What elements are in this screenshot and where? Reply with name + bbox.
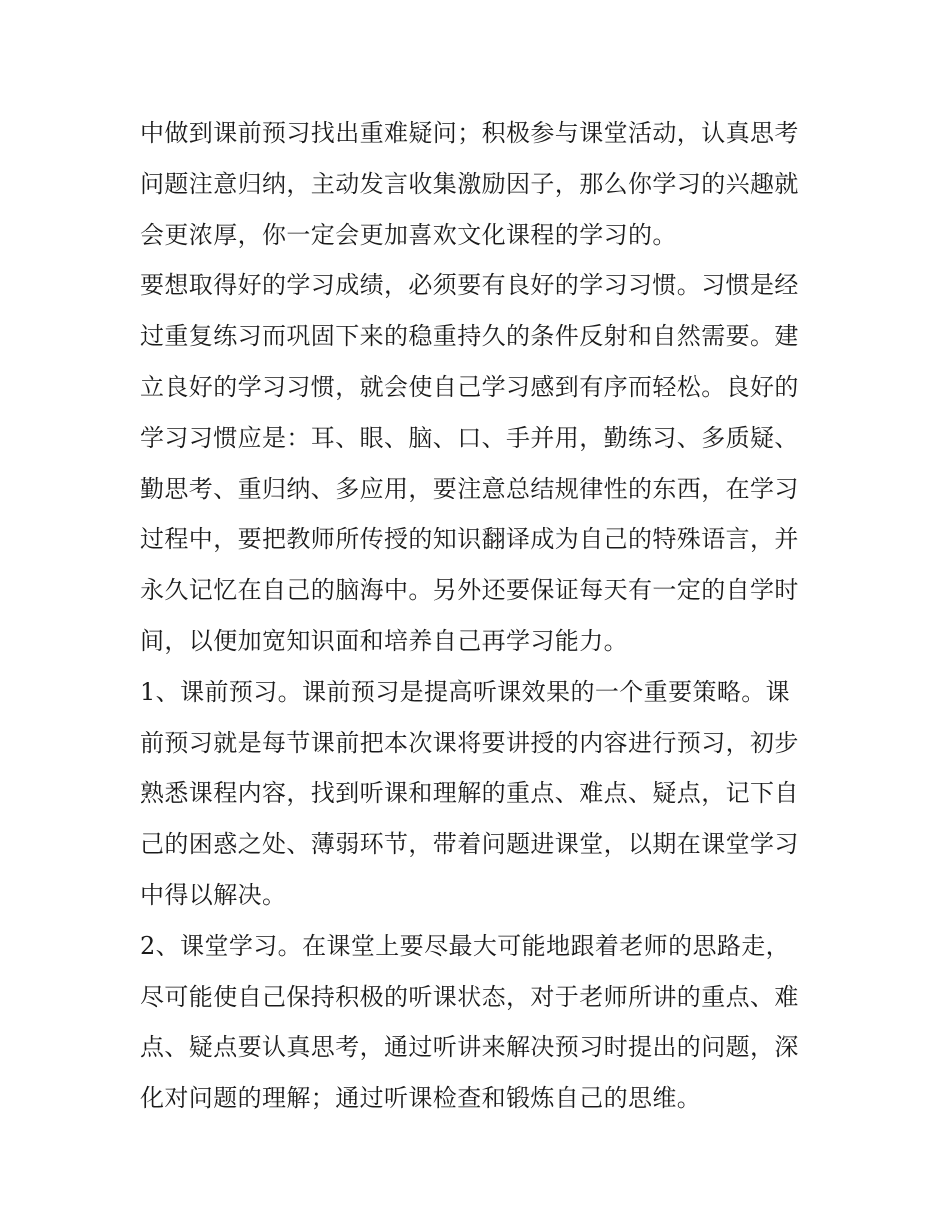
text-line: 要想取得好的学习成绩，必须要有良好的学习习惯。习惯是经 [140, 271, 799, 300]
text-line: 过程中，要把教师所传授的知识翻译成为自己的特殊语言，并 [140, 525, 799, 554]
text-line: 熟悉课程内容，找到听课和理解的重点、难点、疑点，记下自 [140, 779, 799, 808]
text-line: 问题注意归纳，主动发言收集激励因子，那么你学习的兴趣就 [140, 169, 799, 198]
text-line: 会更浓厚，你一定会更加喜欢文化课程的学习的。 [140, 220, 677, 249]
text-line: 化对问题的理解；通过听课检查和锻炼自己的思维。 [140, 1084, 702, 1113]
text-line: 学习习惯应是：耳、眼、脑、口、手并用，勤练习、多质疑、 [140, 423, 799, 452]
text-line: 中得以解决。 [140, 880, 287, 909]
text-line: 立良好的学习习惯，就会使自己学习感到有序而轻松。良好的 [140, 372, 799, 401]
text-line: 间，以便加宽知识面和培养自己再学习能力。 [140, 626, 628, 655]
text-line: 勤思考、重归纳、多应用，要注意总结规律性的东西，在学习 [140, 474, 799, 503]
text-line: 尽可能使自己保持积极的听课状态，对于老师所讲的重点、难 [140, 982, 799, 1011]
text-line: 1、课前预习。课前预习是提高听课效果的一个重要策略。课 [140, 677, 791, 706]
text-line: 中做到课前预习找出重难疑问；积极参与课堂活动，认真思考 [140, 119, 799, 147]
text-line: 永久记忆在自己的脑海中。另外还要保证每天有一定的自学时 [140, 576, 799, 605]
text-line: 点、疑点要认真思考，通过听讲来解决预习时提出的问题，深 [140, 1033, 799, 1062]
document-body [140, 108, 812, 1124]
text-line: 己的困惑之处、薄弱环节，带着问题进课堂，以期在课堂学习 [140, 830, 799, 859]
text-line: 2、课堂学习。在课堂上要尽最大可能地跟着老师的思路走， [140, 931, 791, 960]
text-line: 过重复练习而巩固下来的稳重持久的条件反射和自然需要。建 [140, 322, 799, 351]
text-line: 前预习就是每节课前把本次课将要讲授的内容进行预习，初步 [140, 728, 799, 757]
